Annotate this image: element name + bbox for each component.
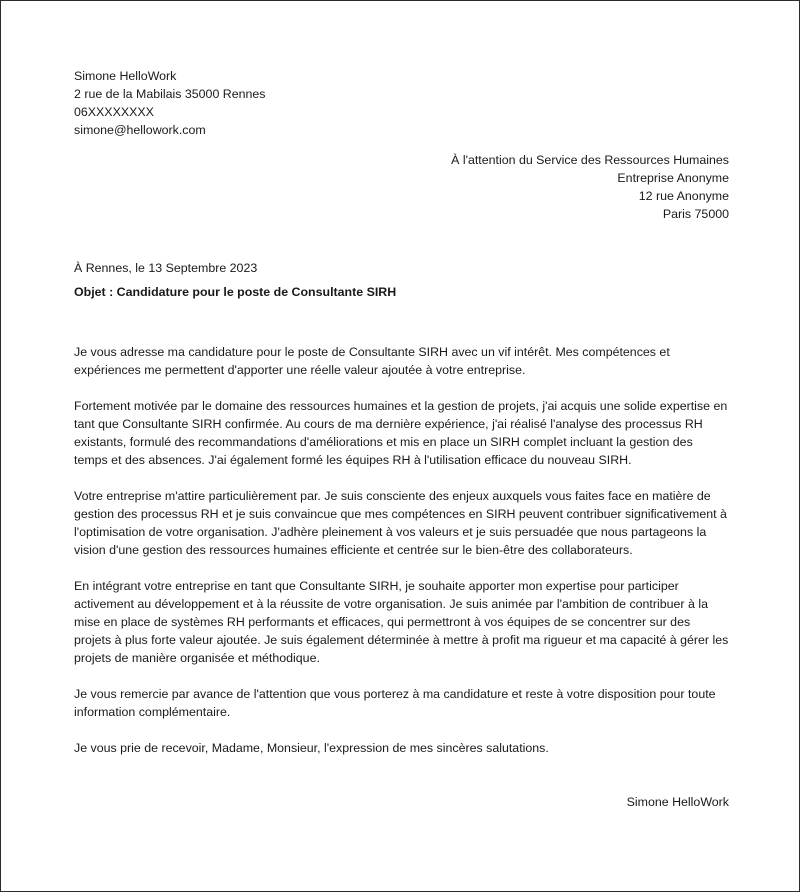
subject-line: Objet : Candidature pour le poste de Consultante SIRH bbox=[74, 285, 397, 299]
sender-phone: 06XXXXXXXX bbox=[74, 105, 154, 119]
recipient-block bbox=[74, 151, 729, 223]
sender-block bbox=[74, 67, 729, 139]
recipient-street: 12 rue Anonyme bbox=[638, 189, 729, 203]
letter-body bbox=[74, 343, 729, 757]
sender-email: simone@hellowork.com bbox=[74, 123, 206, 137]
cover-letter bbox=[74, 67, 729, 811]
closing-paragraph: Je vous prie de recevoir, Madame, Monsieur, l'expression de mes sincères salutations. bbox=[74, 741, 549, 755]
recipient-attention: À l'attention du Service des Ressources Humaines bbox=[451, 153, 729, 167]
recipient-city: Paris 75000 bbox=[662, 207, 729, 221]
body-paragraph: En intégrant votre entreprise en tant que Consultante SIRH, je souhaite apporter mon expertise pour participer activement au développement et à la réussite de votre organisation. Je suis animée par l'ambition de contribuer à la mise en place de systèmes RH performants et efficaces, qui permettront à vos équipes de se concentrer sur des projets à plus forte valeur ajoutée. Je suis également déterminée à mettre à profit ma rigueur et ma capacité à gérer les projets de manière organisée et méthodique. bbox=[74, 579, 729, 665]
body-paragraph: Fortement motivée par le domaine des ressources humaines et la gestion de projets, j'ai acquis une solide expertise en tant que Consultante SIRH confirmée. Au cours de ma dernière expérience, j'ai réalisé l'analyse des processus RH existants, formulé des recommandations d'améliorations et mis en place un SIRH complet incluant la gestion des temps et des absences. J'ai également formé les équipes RH à l'utilisation efficace du nouveau SIRH. bbox=[74, 399, 728, 467]
sender-address: 2 rue de la Mabilais 35000 Rennes bbox=[74, 87, 266, 101]
recipient-company: Entreprise Anonyme bbox=[617, 171, 729, 185]
body-paragraph: Je vous adresse ma candidature pour le poste de Consultante SIRH avec un vif intérêt. Mes compétences et expériences me permettent d'apporter une réelle valeur ajoutée à votre entreprise. bbox=[74, 345, 670, 377]
body-paragraph: Je vous remercie par avance de l'attention que vous porterez à ma candidature et reste à votre disposition pour toute information complémentaire. bbox=[74, 687, 716, 719]
sender-name: Simone HelloWork bbox=[74, 69, 177, 83]
signature: Simone HelloWork bbox=[626, 795, 729, 809]
date-line: À Rennes, le 13 Septembre 2023 bbox=[74, 261, 258, 275]
body-paragraph: Votre entreprise m'attire particulièrement par. Je suis consciente des enjeux auxquels vous faites face en matière de gestion des processus RH et je suis convaincue que mes compétences en SIRH peuvent contribuer significativement à l'optimisation de votre organisation. J'adhère pleinement à vos valeurs et je suis persuadée que nous partageons la vision d'une gestion des ressources humaines efficiente et centrée sur le bien-être des collaborateurs. bbox=[74, 489, 727, 557]
